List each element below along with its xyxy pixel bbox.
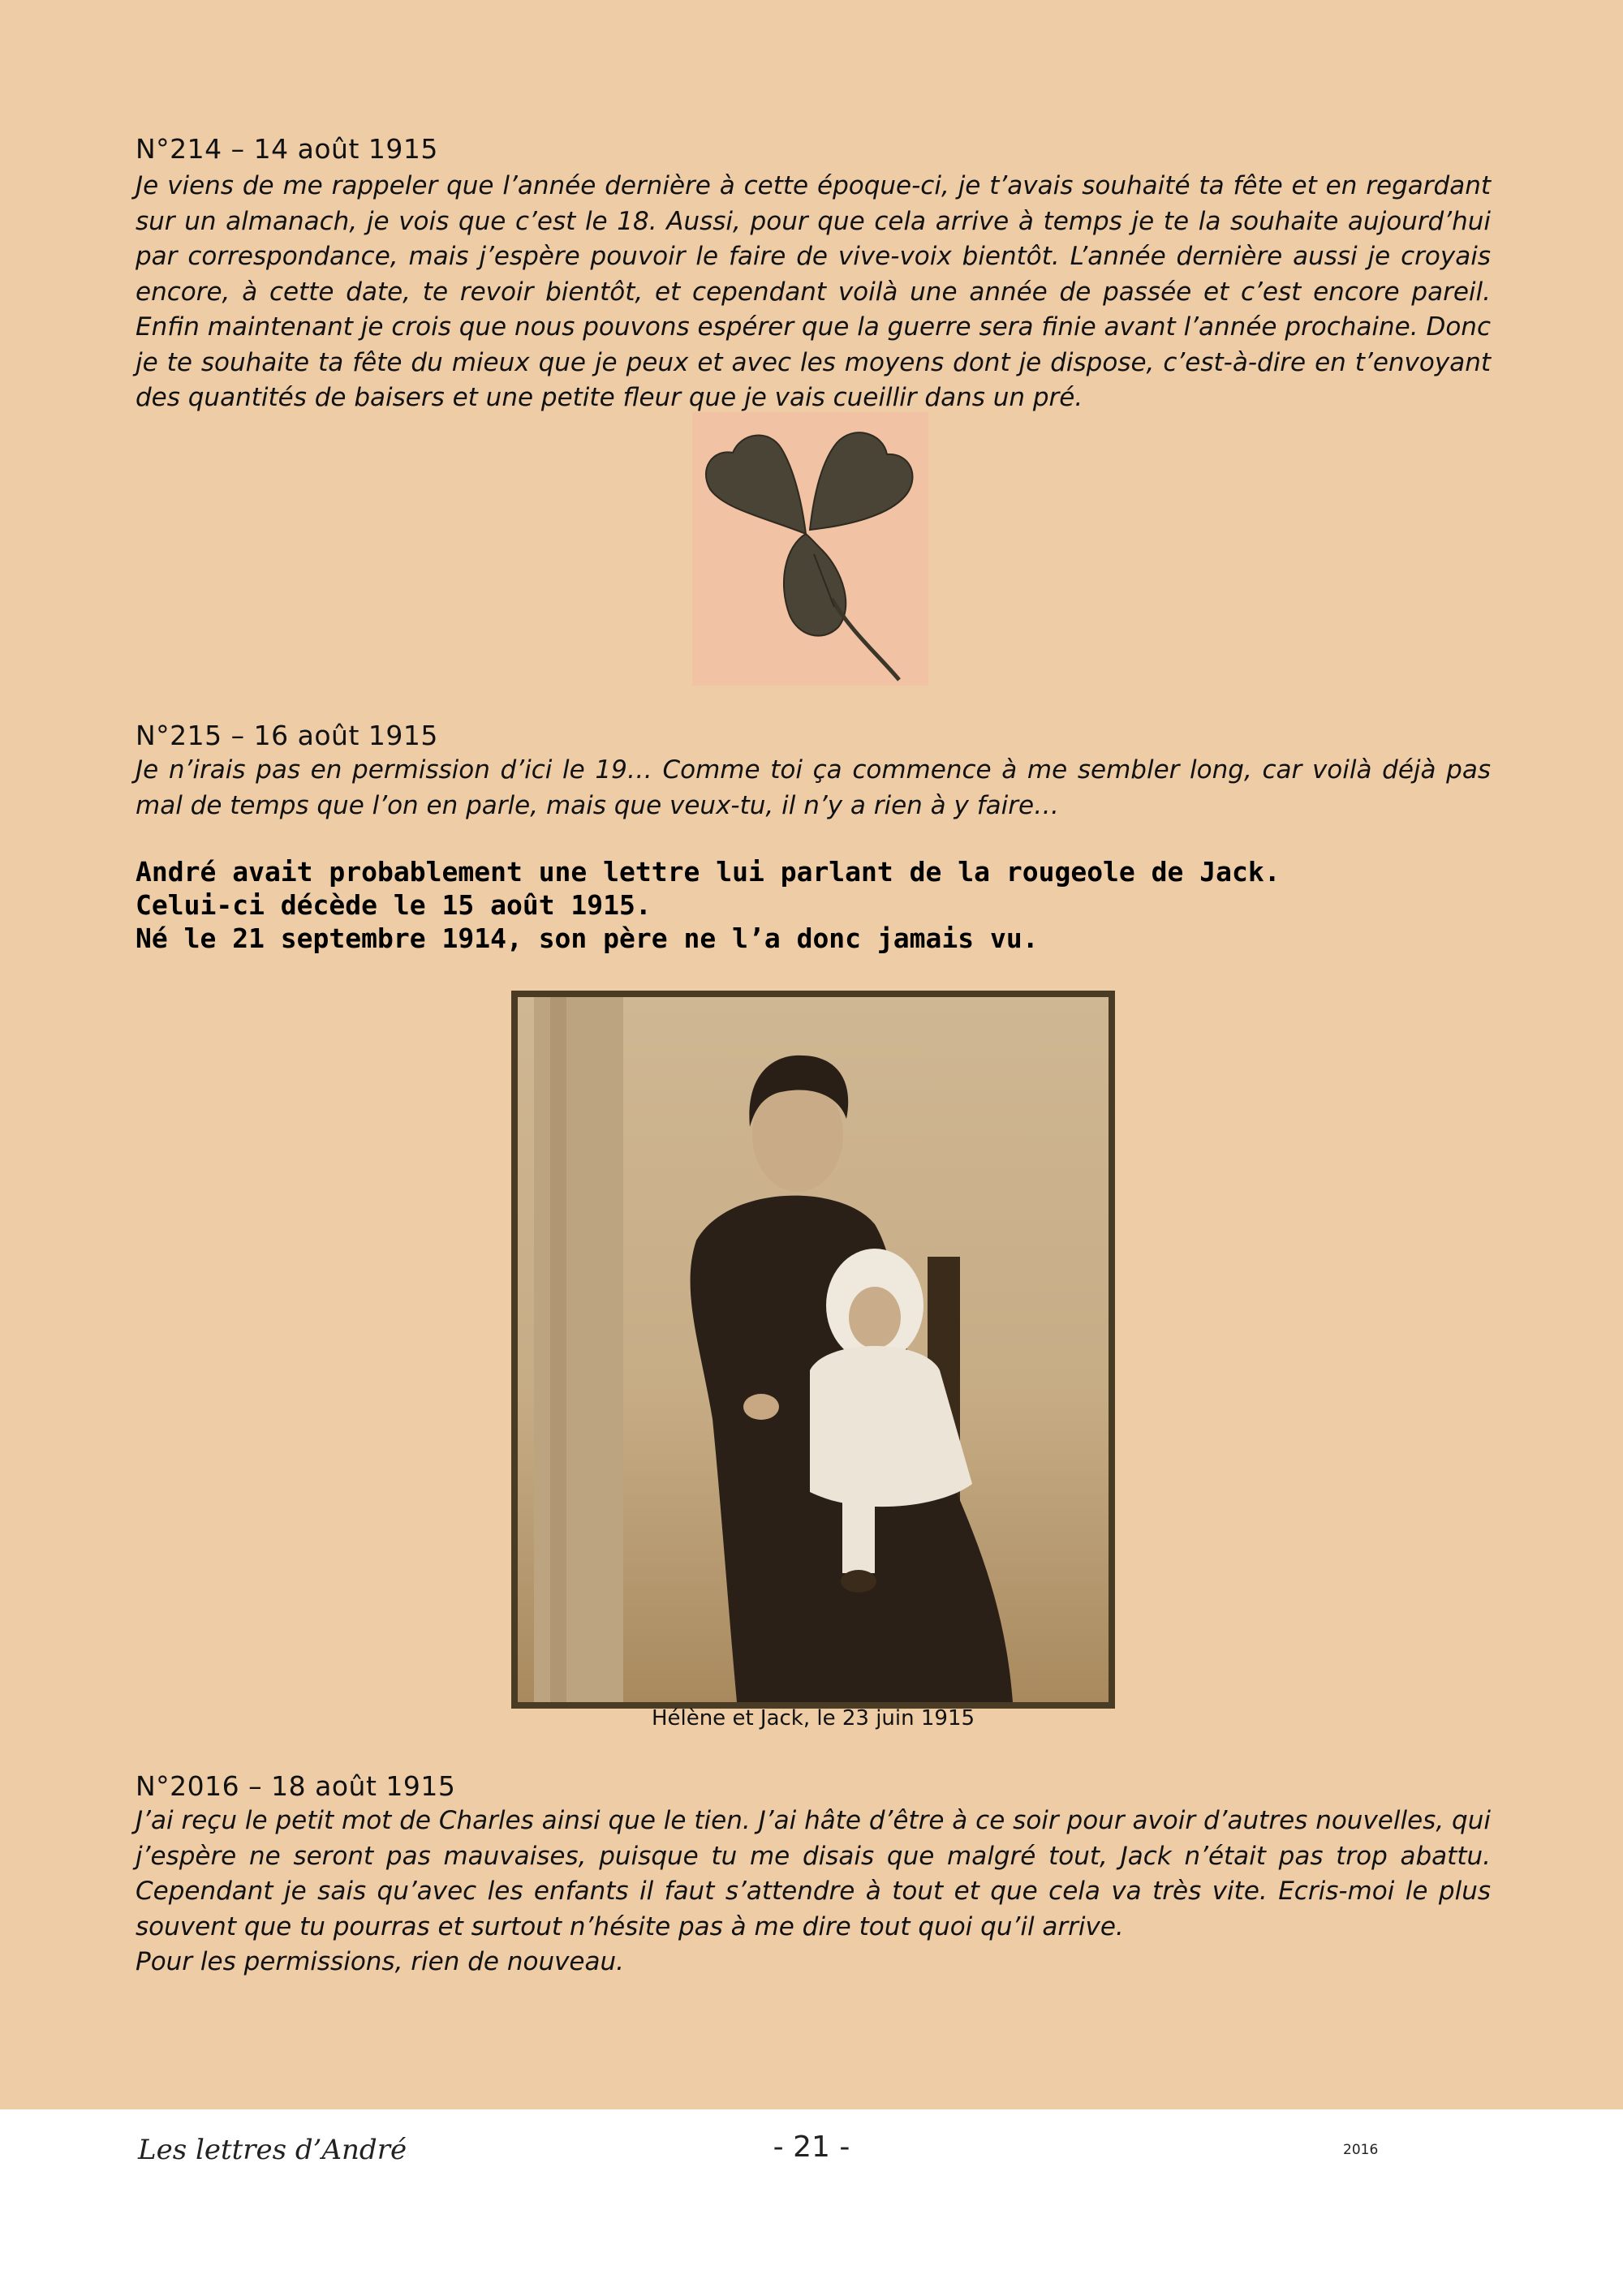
entry-heading: N°215 – 16 août 1915 — [136, 720, 438, 751]
editor-note — [136, 855, 1281, 955]
letter-paragraph: Je n’irais pas en permission d’ici le 19… Comme toi ça commence à me sembler long, car voilà déjà pas mal de temps que l’on en parle, mais que veux-tu, il n’y a rien à y faire… — [136, 755, 1491, 820]
letter-text — [136, 169, 1491, 416]
photo-caption: Hélène et Jack, le 23 juin 1915 — [651, 1706, 975, 1731]
note-line: Né le 21 septembre 1914, son père ne l’a donc jamais vu. — [136, 922, 1039, 954]
note-line: Celui-ci décède le 15 août 1915. — [136, 889, 652, 921]
entry-heading: N°2016 – 18 août 1915 — [136, 1770, 456, 1802]
footer-title: Les lettres d’André — [138, 2134, 407, 2166]
letter-text — [136, 1804, 1491, 1980]
family-photograph — [518, 997, 1109, 1702]
letter-paragraph: Pour les permissions, rien de nouveau. — [136, 1947, 625, 1976]
footer-year: 2016 — [1343, 2142, 1379, 2158]
page-footer — [0, 2109, 1623, 2296]
letter-text — [136, 753, 1491, 823]
pressed-clover-image — [692, 412, 928, 686]
letter-paragraph: Je viens de me rappeler que l’année dernière à cette époque-ci, je t’avais souhaité ta fête et en regardant sur un almanach, je vois que c’est le 18. Aussi, pour que cela arrive à temps je te la souhaite aujourd’hui par correspondance, mais j’espère pouvoir le faire de vive-voix bientôt. L’année dernière aussi je croyais encore, à cette date, te revoir bientôt, et cependant voilà une année de passée et c’est encore pareil. Enfin maintenant je crois que nous pouvons espérer que la guerre sera finie avant l’année prochaine. Donc je te souhaite ta fête du mieux que je peux et avec les moyens dont je dispose, c’est-à-dire en t’envoyant des quantités de baisers et une petite fleur que je vais cueillir dans un pré. — [136, 171, 1491, 412]
entry-heading: N°214 – 14 août 1915 — [136, 133, 438, 165]
page-number: - 21 - — [773, 2130, 850, 2164]
letter-paragraph: J’ai reçu le petit mot de Charles ainsi que le tien. J’ai hâte d’être à ce soir pour avoir d’autres nouvelles, qui j’espère ne seront pas mauvaises, puisque tu me disais que malgré tout, Jack n’était pas trop abattu. Cependant je sais qu’avec les enfants il faut s’attendre à tout et que cela va très vite. Ecris-moi le plus souvent que tu pourras et surtout n’hésite pas à me dire tout quoi qu’il arrive. — [136, 1806, 1491, 1941]
mother-child-photo-icon — [518, 997, 1109, 1702]
clover-leaf-icon — [692, 412, 928, 686]
photo-frame — [511, 991, 1115, 1709]
note-line: André avait probablement une lettre lui parlant de la rougeole de Jack. — [136, 856, 1281, 888]
